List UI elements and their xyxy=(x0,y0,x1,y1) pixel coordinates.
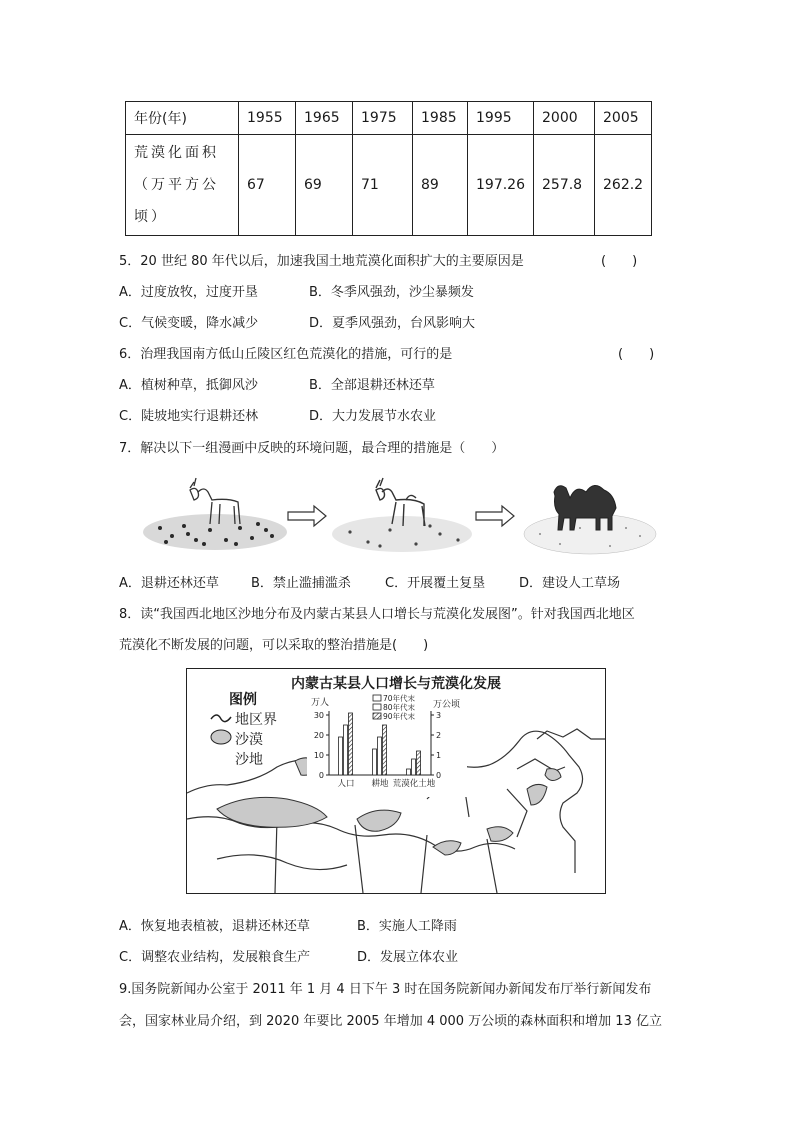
desert-region xyxy=(545,769,561,781)
q5-stem: 5．20 世纪 80 年代以后，加速我国土地荒漠化面积扩大的主要原因是 xyxy=(119,254,524,269)
boundary-line-icon xyxy=(209,709,233,725)
left-tick-label: 20 xyxy=(313,731,324,740)
category-label: 人口 xyxy=(337,779,355,789)
desert-region xyxy=(217,797,327,827)
area-cell: 262.2 xyxy=(595,135,652,236)
q8-option-c: C．调整农业结构，发展粮食生产 xyxy=(119,950,311,965)
q6-option-d: D．大力发展节水农业 xyxy=(309,409,437,424)
q6-option-c: C．陡坡地实行退耕还林 xyxy=(119,409,259,424)
left-tick-label: 0 xyxy=(318,771,324,780)
right-tick-label: 0 xyxy=(436,771,442,780)
q7-option-a: A．退耕还林还草 xyxy=(119,576,219,591)
year-cell: 2005 xyxy=(595,102,652,135)
area-cell: 197.26 xyxy=(468,135,534,236)
right-tick-label: 3 xyxy=(436,711,442,720)
bar-80年代末 xyxy=(378,737,382,775)
right-tick-label: 1 xyxy=(436,751,442,760)
q6-option-b: B．全部退耕还林还草 xyxy=(309,378,435,393)
cartoon-panel-1 xyxy=(143,478,287,550)
bar-90年代末 xyxy=(383,725,387,775)
y-axis-right-label: 万公顷 xyxy=(433,700,461,710)
legend-boundary-label: 地区界 xyxy=(235,712,277,728)
bar-80年代末 xyxy=(412,759,416,775)
q7-option-d: D．建设人工草场 xyxy=(519,576,621,591)
year-cell: 1955 xyxy=(239,102,296,135)
cartoon-panel-2 xyxy=(332,478,472,552)
q8-stem-line2: 荒漠化不断发展的问题，可以采取的整治措施是( ) xyxy=(119,638,429,653)
year-cell: 1975 xyxy=(353,102,413,135)
desert-swatch-icon xyxy=(209,727,233,747)
q9-line2: 会，国家林业局介绍，到 2020 年要比 2005 年增加 4 000 万公顷的森林面积和增加 13 亿立 xyxy=(119,1014,662,1029)
bar-90年代末 xyxy=(417,751,421,775)
legend-title: 图例 xyxy=(229,692,257,708)
cartoon-panel-3 xyxy=(524,485,656,554)
cartoon-strip xyxy=(140,470,660,565)
area-cell: 69 xyxy=(296,135,353,236)
q8-option-a: A．恢复地表植被，退耕还林还草 xyxy=(119,919,310,934)
bar-70年代末 xyxy=(339,737,343,775)
desert-region xyxy=(433,841,461,855)
year-cell: 1985 xyxy=(413,102,468,135)
q5-option-c: C．气候变暖，降水减少 xyxy=(119,316,259,331)
q6-stem: 6．治理我国南方低山丘陵区红色荒漠化的措施，可行的是 xyxy=(119,347,453,362)
q5-option-d: D．夏季风强劲，台风影响大 xyxy=(309,316,476,331)
area-cell: 89 xyxy=(413,135,468,236)
q6-option-a: A．植树种草，抵御风沙 xyxy=(119,378,258,393)
year-cell: 1995 xyxy=(468,102,534,135)
left-tick-label: 10 xyxy=(313,751,324,760)
bar-80年代末 xyxy=(344,725,348,775)
area-cell: 71 xyxy=(353,135,413,236)
q5-option-a: A．过度放牧，过度开垦 xyxy=(119,285,258,300)
q6-answer-blank: ( ) xyxy=(618,347,655,362)
year-cell: 1965 xyxy=(296,102,353,135)
desertification-table xyxy=(125,101,652,236)
q7-option-b: B．禁止滥捕滥杀 xyxy=(251,576,351,591)
bar-90年代末 xyxy=(349,713,353,775)
left-tick-label: 30 xyxy=(313,711,324,720)
category-label: 耕地 xyxy=(371,779,389,789)
year-header: 年份(年) xyxy=(126,102,239,135)
legend-desert-label: 沙漠 xyxy=(235,732,263,748)
figure-title: 内蒙古某县人口增长与荒漠化发展 xyxy=(291,676,501,692)
q8-figure xyxy=(186,668,606,894)
legend-entry: 90年代末 xyxy=(383,712,416,721)
area-cell: 67 xyxy=(239,135,296,236)
legend-entry: 80年代末 xyxy=(383,703,416,712)
legend-swatch xyxy=(373,695,381,701)
q5-answer-blank: ( ) xyxy=(601,254,638,269)
q5-option-b: B．冬季风强劲，沙尘暴频发 xyxy=(309,285,474,300)
desert-region xyxy=(357,810,401,831)
q8-option-d: D．发展立体农业 xyxy=(357,950,459,965)
cartoon-arrow-2 xyxy=(476,506,514,526)
area-header: 荒漠化面积（万平方公顷） xyxy=(126,135,239,236)
q7-stem: 7．解决以下一组漫画中反映的环境问题，最合理的措施是（ ） xyxy=(119,441,505,456)
legend-swatch xyxy=(373,713,381,719)
q9-line1: 9.国务院新闻办公室于 2011 年 1 月 4 日下午 3 时在国务院新闻办新闻发布厅举行新闻发布 xyxy=(119,982,652,997)
bar-70年代末 xyxy=(373,749,377,775)
legend-swatch xyxy=(373,704,381,710)
desert-region xyxy=(527,784,547,805)
area-cell: 257.8 xyxy=(534,135,595,236)
population-desertification-chart xyxy=(307,691,467,797)
legend-entry: 70年代末 xyxy=(383,694,416,703)
y-axis-left-label: 万人 xyxy=(311,698,330,708)
q8-option-b: B．实施人工降雨 xyxy=(357,919,457,934)
year-cell: 2000 xyxy=(534,102,595,135)
q7-option-c: C．开展覆土复垦 xyxy=(385,576,486,591)
q8-stem-line1: 8．读“我国西北地区沙地分布及内蒙古某县人口增长与荒漠化发展图”。针对我国西北地区 xyxy=(119,607,635,622)
right-tick-label: 2 xyxy=(436,731,442,740)
legend-sandland-label: 沙地 xyxy=(235,752,263,768)
desert-region xyxy=(487,827,513,842)
category-label: 荒漠化土地 xyxy=(392,779,436,789)
bar-70年代末 xyxy=(407,769,411,775)
cartoon-arrow-1 xyxy=(288,506,326,526)
